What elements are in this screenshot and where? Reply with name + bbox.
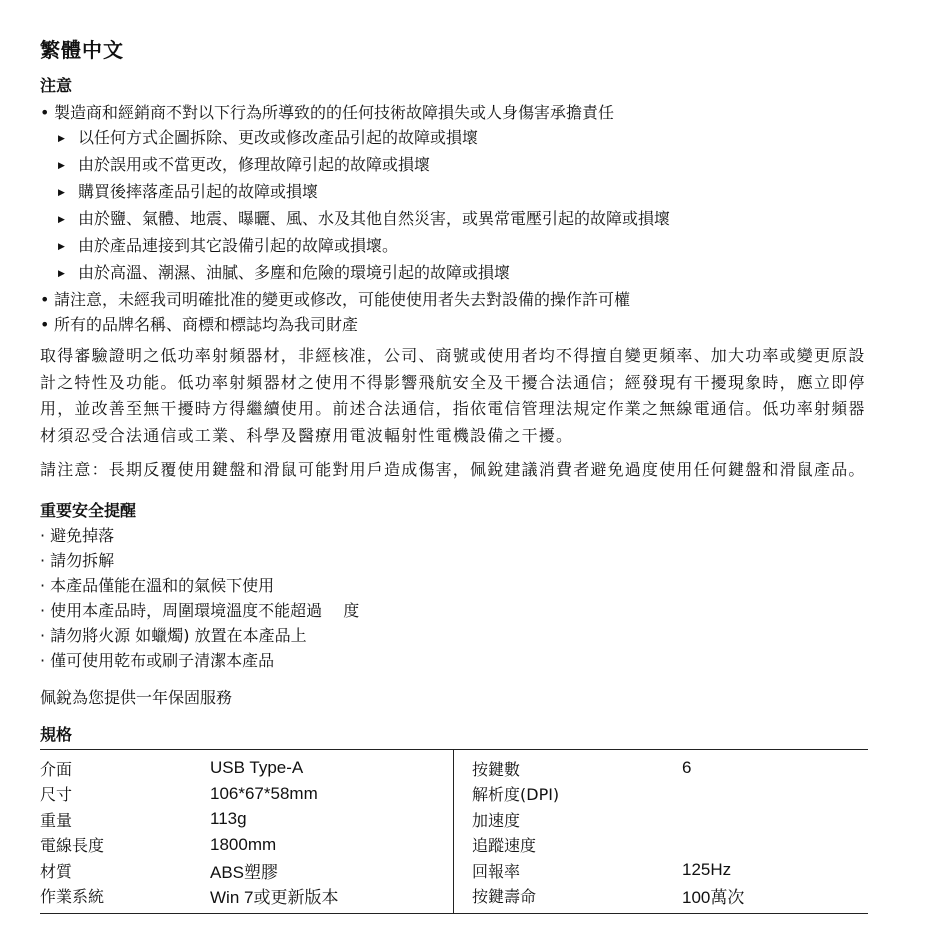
- notice-bullet: • 請注意，未經我司明確批准的變更或修改，可能使使用者失去對設備的操作許可權: [40, 287, 870, 312]
- table-row: 作業系統 Win 7或更新版本: [40, 887, 339, 908]
- list-item: · 避免掉落: [40, 525, 115, 545]
- table-row: 材質 ABS塑膠: [40, 861, 279, 882]
- triangle-bullet-icon: ▶: [58, 215, 65, 225]
- notice-list: [40, 100, 870, 125]
- notice-list-2: [40, 287, 870, 337]
- page-title: 繁體中文: [40, 38, 124, 62]
- list-item: · 請勿拆解: [40, 550, 115, 570]
- list-item: · 使用本產品時，周圍環境溫度不能超過 度: [40, 600, 360, 620]
- usage-warning-paragraph: 請注意：長期反覆使用鍵盤和滑鼠可能對用戶造成傷害，佩銳建議消費者避免過度使用任何鍵盤和滑鼠產品。: [40, 460, 866, 479]
- table-row: 追蹤速度: [472, 836, 537, 856]
- triangle-bullet-icon: ▶: [58, 188, 65, 198]
- bullet-dot-icon: •: [40, 290, 50, 309]
- specs-table: [40, 749, 868, 914]
- safety-list: [40, 523, 870, 673]
- list-item: ▶ 由於鹽、氣體、地震、曝曬、風、水及其他自然災害，或異常電壓引起的故障或損壞: [40, 206, 870, 233]
- manual-page: [40, 34, 870, 914]
- table-row: 介面 USB Type-A: [40, 758, 304, 779]
- ncc-paragraph: 取得審驗證明之低功率射頻器材，非經核准，公司、商號或使用者均不得擅自變更頻率、加大功率或變更原設計之特性及功能。低功率射頻器材之使用不得影響飛航安全及干擾合法通信；經發現有干擾現象時，應立即停用，並改善至無干擾時方得繼續使用。前述合法通信，指依電信管理法規定作業之無線電通信。低功率射頻器材須忍受合法通信或工業、科學及醫療用電波輻射性電機設備之干擾。: [40, 346, 866, 445]
- table-row: 回報率 125Hz: [472, 860, 732, 881]
- triangle-bullet-icon: ▶: [58, 269, 65, 279]
- notice-heading: 注意: [40, 76, 73, 95]
- table-row: 加速度: [472, 810, 521, 830]
- bullet-dot-icon: •: [40, 315, 50, 334]
- triangle-bullet-icon: ▶: [58, 242, 65, 252]
- list-item: ▶ 以任何方式企圖拆除、更改或修改產品引起的故障或損壞: [40, 125, 870, 152]
- table-row: 電線長度 1800mm: [40, 834, 277, 856]
- bullet-dot-icon: •: [40, 103, 50, 122]
- list-item: · 請勿將火源 如蠟燭) 放置在本產品上: [40, 625, 307, 645]
- notice-sub-list: [40, 125, 870, 287]
- notice-bullet: • 所有的品牌名稱、商標和標誌均為我司財產: [40, 312, 870, 337]
- notice-bullet: • 製造商和經銷商不對以下行為所導致的的任何技術故障損失或人身傷害承擔責任: [40, 100, 870, 125]
- list-item: · 僅可使用乾布或刷子清潔本產品: [40, 650, 275, 670]
- list-item: · 本產品僅能在溫和的氣候下使用: [40, 575, 275, 595]
- triangle-bullet-icon: ▶: [58, 134, 65, 144]
- table-row: 尺寸 106*67*58mm: [40, 783, 318, 805]
- safety-heading: 重要安全提醒: [40, 500, 137, 520]
- table-row: 按鍵壽命 100萬次: [472, 887, 745, 908]
- triangle-bullet-icon: ▶: [58, 161, 65, 171]
- warranty-text: 佩銳為您提供一年保固服務: [40, 687, 233, 707]
- specs-column-right: [454, 750, 868, 913]
- table-row: 按鍵數 6: [472, 758, 692, 779]
- specs-column-left: [40, 750, 454, 913]
- list-item: ▶ 由於誤用或不當更改，修理故障引起的故障或損壞: [40, 152, 870, 179]
- list-item: ▶ 由於產品連接到其它設備引起的故障或損壞。: [40, 233, 870, 260]
- table-row: 重量 113g: [40, 809, 247, 830]
- list-item: ▶ 購買後摔落產品引起的故障或損壞: [40, 179, 870, 206]
- specs-heading: 規格: [40, 724, 73, 744]
- list-item: ▶ 由於高溫、潮濕、油膩、多塵和危險的環境引起的故障或損壞: [40, 260, 870, 287]
- table-row: 解析度(DPI): [472, 785, 560, 805]
